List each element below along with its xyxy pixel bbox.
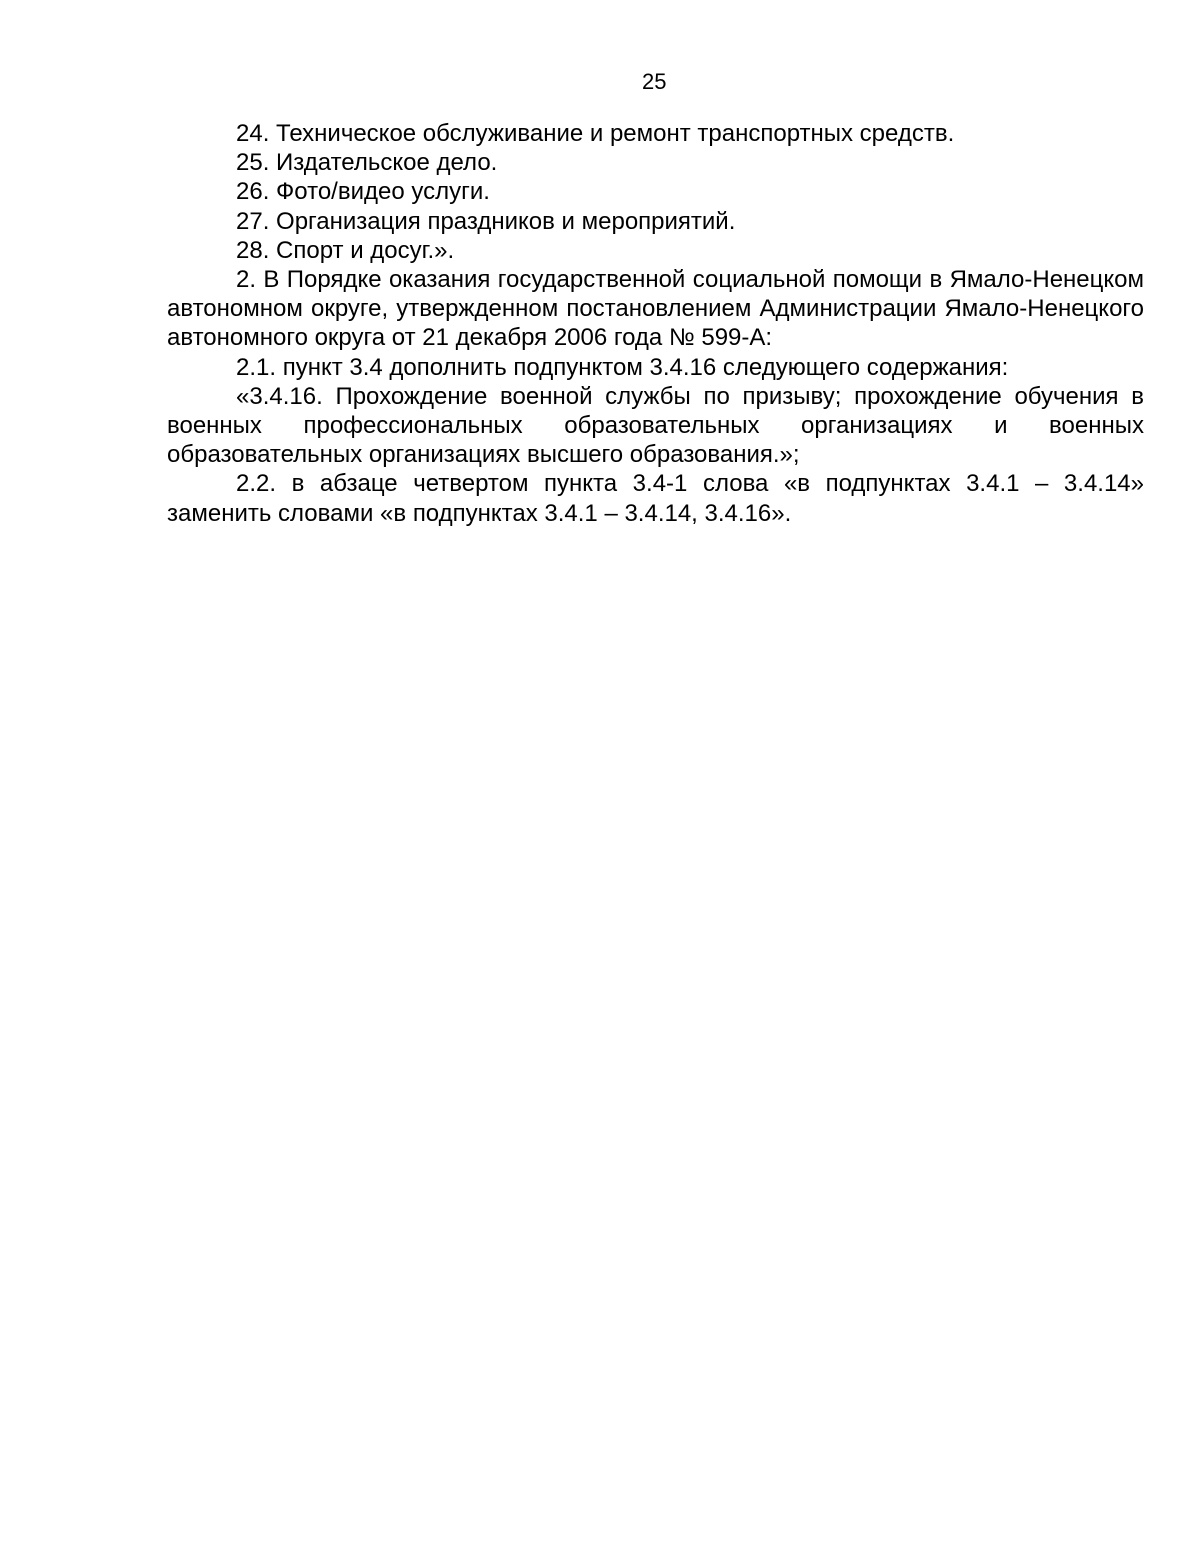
paragraph-amendment-2-2: 2.2. в абзаце четвертом пункта 3.4-1 слова «в подпунктах 3.4.1 – 3.4.14» заменить словами «в подпунктах 3.4.1 – 3.4.14, 3.4.16». bbox=[167, 470, 1144, 527]
paragraph-quoted-3-4-16: «3.4.16. Прохождение военной службы по призыву; прохождение обучения в военных профессиональных образовательных организациях и военных образовательных организациях высшего образования.»; bbox=[167, 382, 1144, 469]
paragraph-amendment-2: 2. В Порядке оказания государственной социальной помощи в Ямало-Ненецком автономном округе, утвержденном постановлением Администрации Ямало-Ненецкого автономного округа от 21 декабря 2006 года № 599-А: bbox=[167, 266, 1144, 352]
list-item: 25. Издательское дело. bbox=[236, 149, 498, 177]
list-item: 28. Спорт и досуг.». bbox=[236, 236, 455, 264]
page-number: 25 bbox=[642, 69, 667, 94]
document-body bbox=[167, 119, 1144, 528]
list-item: 27. Организация праздников и мероприятий. bbox=[236, 207, 736, 235]
list-item: 26. Фото/видео услуги. bbox=[236, 178, 490, 206]
list-item: 24. Техническое обслуживание и ремонт транспортных средств. bbox=[236, 120, 955, 147]
paragraph-amendment-2-1: 2.1. пункт 3.4 дополнить подпунктом 3.4.16 следующего содержания: bbox=[236, 353, 1009, 381]
